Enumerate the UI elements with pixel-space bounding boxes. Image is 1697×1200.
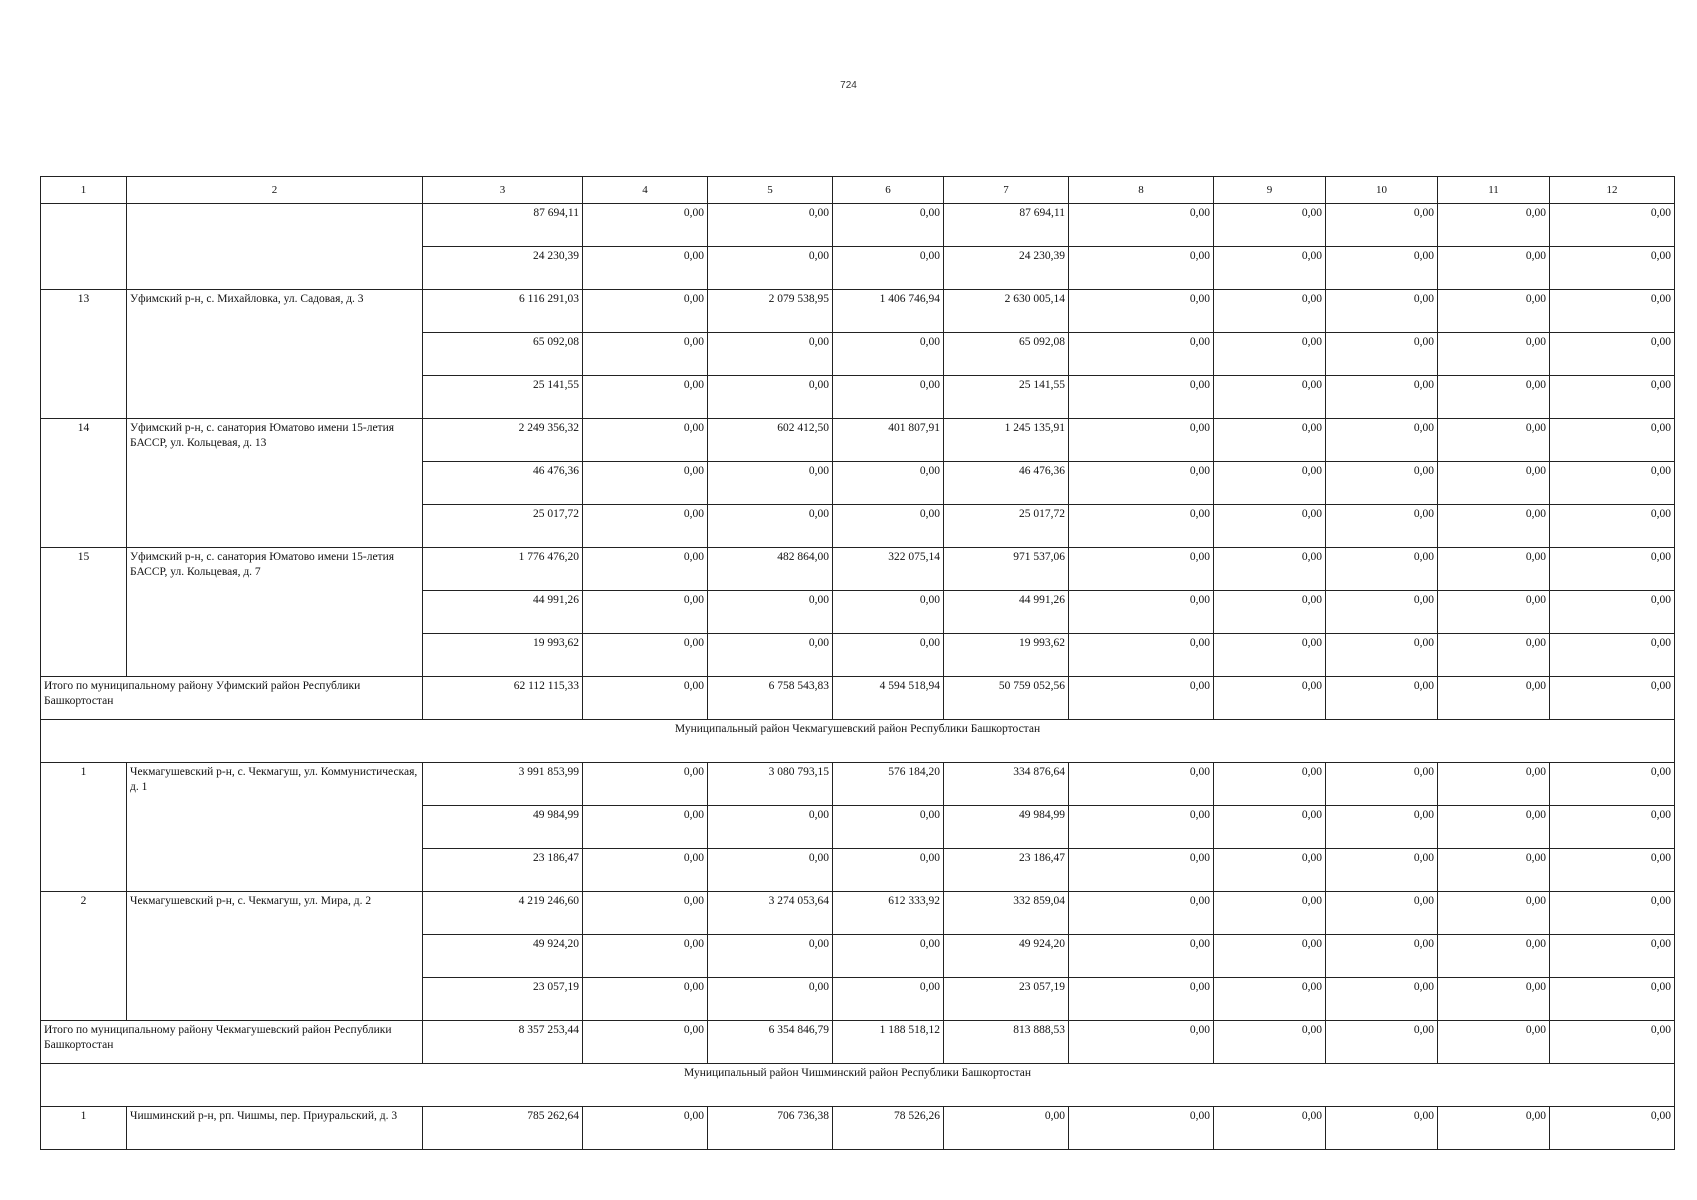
value-cell: 0,00	[833, 247, 944, 290]
table-row	[41, 204, 1675, 247]
value-cell: 6 116 291,03	[423, 290, 583, 333]
value-cell: 0,00	[708, 849, 833, 892]
value-cell: 0,00	[1438, 1107, 1550, 1150]
value-cell: 0,00	[1214, 935, 1326, 978]
value-cell: 0,00	[1326, 591, 1438, 634]
value-cell: 0,00	[1550, 677, 1675, 720]
value-cell: 0,00	[1550, 978, 1675, 1021]
value-cell: 6 354 846,79	[708, 1021, 833, 1064]
value-cell: 971 537,06	[944, 548, 1069, 591]
value-cell: 0,00	[1214, 290, 1326, 333]
value-cell: 0,00	[1214, 806, 1326, 849]
value-cell: 0,00	[1438, 677, 1550, 720]
total-label: Итого по муниципальному району Уфимский район Республики Башкортостан	[41, 677, 423, 720]
value-cell: 0,00	[1069, 849, 1214, 892]
value-cell: 23 186,47	[423, 849, 583, 892]
value-cell: 0,00	[1069, 935, 1214, 978]
value-cell: 0,00	[583, 591, 708, 634]
value-cell: 0,00	[1326, 978, 1438, 1021]
address-cell: Уфимский р-н, с. Михайловка, ул. Садовая, д. 3	[127, 290, 423, 419]
address-cell	[127, 204, 423, 290]
column-header: 10	[1326, 177, 1438, 204]
value-cell: 0,00	[583, 763, 708, 806]
value-cell: 0,00	[708, 935, 833, 978]
value-cell: 0,00	[1550, 591, 1675, 634]
value-cell: 25 017,72	[944, 505, 1069, 548]
value-cell: 0,00	[1214, 376, 1326, 419]
value-cell: 0,00	[583, 806, 708, 849]
value-cell: 0,00	[1438, 892, 1550, 935]
value-cell: 0,00	[708, 634, 833, 677]
value-cell: 0,00	[1550, 634, 1675, 677]
value-cell: 0,00	[583, 376, 708, 419]
value-cell: 0,00	[583, 892, 708, 935]
value-cell: 0,00	[708, 333, 833, 376]
value-cell: 3 274 053,64	[708, 892, 833, 935]
value-cell: 0,00	[1550, 204, 1675, 247]
value-cell: 49 924,20	[423, 935, 583, 978]
value-cell: 0,00	[1550, 419, 1675, 462]
table-row	[41, 1021, 1675, 1064]
value-cell: 0,00	[1069, 1021, 1214, 1064]
value-cell: 0,00	[1438, 247, 1550, 290]
value-cell: 0,00	[1326, 462, 1438, 505]
value-cell: 0,00	[1326, 806, 1438, 849]
section-heading: Муниципальный район Чишминский район Республики Башкортостан	[41, 1064, 1675, 1107]
value-cell: 6 758 543,83	[708, 677, 833, 720]
value-cell: 49 984,99	[423, 806, 583, 849]
value-cell: 0,00	[1214, 462, 1326, 505]
value-cell: 0,00	[583, 1021, 708, 1064]
value-cell: 0,00	[1438, 462, 1550, 505]
value-cell: 0,00	[708, 505, 833, 548]
value-cell: 2 249 356,32	[423, 419, 583, 462]
value-cell: 0,00	[1438, 763, 1550, 806]
value-cell: 0,00	[1438, 935, 1550, 978]
address-cell: Уфимский р-н, с. санатория Юматово имени 15-летия БАССР, ул. Кольцевая, д. 13	[127, 419, 423, 548]
value-cell: 0,00	[583, 634, 708, 677]
value-cell: 46 476,36	[944, 462, 1069, 505]
value-cell: 0,00	[833, 591, 944, 634]
value-cell: 0,00	[1550, 1107, 1675, 1150]
value-cell: 0,00	[1069, 247, 1214, 290]
table-row	[41, 1107, 1675, 1150]
row-number: 2	[41, 892, 127, 1021]
value-cell: 25 141,55	[423, 376, 583, 419]
value-cell: 0,00	[1069, 333, 1214, 376]
value-cell: 0,00	[1214, 1021, 1326, 1064]
value-cell: 322 075,14	[833, 548, 944, 591]
value-cell: 0,00	[833, 333, 944, 376]
value-cell: 0,00	[1069, 591, 1214, 634]
value-cell: 23 057,19	[944, 978, 1069, 1021]
value-cell: 0,00	[1326, 505, 1438, 548]
value-cell: 0,00	[1438, 849, 1550, 892]
value-cell: 87 694,11	[944, 204, 1069, 247]
value-cell: 0,00	[1326, 376, 1438, 419]
table-row	[41, 677, 1675, 720]
row-number	[41, 204, 127, 290]
value-cell: 4 219 246,60	[423, 892, 583, 935]
value-cell: 0,00	[1069, 204, 1214, 247]
value-cell: 0,00	[833, 634, 944, 677]
value-cell: 0,00	[1438, 419, 1550, 462]
value-cell: 0,00	[1326, 892, 1438, 935]
value-cell: 0,00	[583, 290, 708, 333]
value-cell: 1 245 135,91	[944, 419, 1069, 462]
value-cell: 612 333,92	[833, 892, 944, 935]
value-cell: 0,00	[1550, 333, 1675, 376]
value-cell: 0,00	[1214, 548, 1326, 591]
value-cell: 0,00	[1438, 376, 1550, 419]
value-cell: 0,00	[1214, 763, 1326, 806]
value-cell: 0,00	[708, 204, 833, 247]
value-cell: 8 357 253,44	[423, 1021, 583, 1064]
value-cell: 1 188 518,12	[833, 1021, 944, 1064]
value-cell: 46 476,36	[423, 462, 583, 505]
value-cell: 0,00	[1214, 978, 1326, 1021]
table-row	[41, 720, 1675, 763]
value-cell: 0,00	[833, 849, 944, 892]
value-cell: 0,00	[1326, 247, 1438, 290]
value-cell: 50 759 052,56	[944, 677, 1069, 720]
value-cell: 0,00	[1550, 1021, 1675, 1064]
value-cell: 1 406 746,94	[833, 290, 944, 333]
value-cell: 0,00	[1069, 634, 1214, 677]
value-cell: 0,00	[1069, 290, 1214, 333]
value-cell: 0,00	[1069, 505, 1214, 548]
value-cell: 0,00	[1326, 849, 1438, 892]
value-cell: 0,00	[1214, 1107, 1326, 1150]
value-cell: 0,00	[583, 462, 708, 505]
value-cell: 785 262,64	[423, 1107, 583, 1150]
value-cell: 813 888,53	[944, 1021, 1069, 1064]
value-cell: 0,00	[1069, 1107, 1214, 1150]
value-cell: 23 186,47	[944, 849, 1069, 892]
value-cell: 706 736,38	[708, 1107, 833, 1150]
value-cell: 0,00	[583, 333, 708, 376]
value-cell: 0,00	[1326, 548, 1438, 591]
value-cell: 0,00	[833, 806, 944, 849]
column-header: 1	[41, 177, 127, 204]
value-cell: 0,00	[583, 978, 708, 1021]
value-cell: 0,00	[1438, 806, 1550, 849]
value-cell: 0,00	[1326, 763, 1438, 806]
value-cell: 0,00	[833, 935, 944, 978]
value-cell: 0,00	[1069, 978, 1214, 1021]
row-number: 1	[41, 763, 127, 892]
section-heading: Муниципальный район Чекмагушевский район Республики Башкортостан	[41, 720, 1675, 763]
value-cell: 65 092,08	[944, 333, 1069, 376]
row-number: 1	[41, 1107, 127, 1150]
row-number: 14	[41, 419, 127, 548]
value-cell: 0,00	[1550, 806, 1675, 849]
value-cell: 0,00	[833, 978, 944, 1021]
value-cell: 0,00	[833, 462, 944, 505]
value-cell: 0,00	[1069, 806, 1214, 849]
column-header: 7	[944, 177, 1069, 204]
value-cell: 0,00	[1326, 333, 1438, 376]
value-cell: 0,00	[1550, 763, 1675, 806]
total-label: Итого по муниципальному району Чекмагушевский район Республики Башкортостан	[41, 1021, 423, 1064]
value-cell: 44 991,26	[423, 591, 583, 634]
address-cell: Чекмагушевский р-н, с. Чекмагуш, ул. Коммунистическая, д. 1	[127, 763, 423, 892]
value-cell: 0,00	[1326, 1021, 1438, 1064]
value-cell: 0,00	[1214, 204, 1326, 247]
value-cell: 0,00	[1214, 892, 1326, 935]
value-cell: 44 991,26	[944, 591, 1069, 634]
value-cell: 0,00	[583, 204, 708, 247]
table-row	[41, 1064, 1675, 1107]
column-header: 9	[1214, 177, 1326, 204]
value-cell: 0,00	[1326, 419, 1438, 462]
value-cell: 602 412,50	[708, 419, 833, 462]
value-cell: 0,00	[1326, 634, 1438, 677]
value-cell: 332 859,04	[944, 892, 1069, 935]
value-cell: 0,00	[583, 419, 708, 462]
value-cell: 24 230,39	[423, 247, 583, 290]
column-header: 6	[833, 177, 944, 204]
value-cell: 4 594 518,94	[833, 677, 944, 720]
value-cell: 0,00	[1550, 548, 1675, 591]
value-cell: 0,00	[1069, 419, 1214, 462]
value-cell: 0,00	[1438, 978, 1550, 1021]
value-cell: 0,00	[1069, 376, 1214, 419]
value-cell: 78 526,26	[833, 1107, 944, 1150]
value-cell: 1 776 476,20	[423, 548, 583, 591]
value-cell: 0,00	[1326, 935, 1438, 978]
value-cell: 0,00	[583, 247, 708, 290]
value-cell: 334 876,64	[944, 763, 1069, 806]
address-cell: Чишминский р-н, рп. Чишмы, пер. Приуральский, д. 3	[127, 1107, 423, 1150]
value-cell: 0,00	[583, 935, 708, 978]
value-cell: 0,00	[1438, 548, 1550, 591]
column-header: 2	[127, 177, 423, 204]
column-header: 12	[1550, 177, 1675, 204]
table-row	[41, 892, 1675, 935]
value-cell: 0,00	[1326, 677, 1438, 720]
value-cell: 0,00	[1214, 677, 1326, 720]
value-cell: 0,00	[1438, 591, 1550, 634]
value-cell: 23 057,19	[423, 978, 583, 1021]
value-cell: 0,00	[944, 1107, 1069, 1150]
value-cell: 0,00	[833, 204, 944, 247]
value-cell: 25 141,55	[944, 376, 1069, 419]
value-cell: 0,00	[1550, 935, 1675, 978]
value-cell: 19 993,62	[423, 634, 583, 677]
value-cell: 0,00	[708, 247, 833, 290]
value-cell: 0,00	[1069, 462, 1214, 505]
value-cell: 49 924,20	[944, 935, 1069, 978]
value-cell: 0,00	[1326, 204, 1438, 247]
column-header: 4	[583, 177, 708, 204]
row-number: 15	[41, 548, 127, 677]
value-cell: 0,00	[1214, 591, 1326, 634]
table-row	[41, 763, 1675, 806]
value-cell: 0,00	[1214, 247, 1326, 290]
value-cell: 401 807,91	[833, 419, 944, 462]
value-cell: 0,00	[833, 505, 944, 548]
value-cell: 0,00	[1550, 290, 1675, 333]
data-table	[40, 176, 1675, 1150]
table-row	[41, 419, 1675, 462]
column-header: 8	[1069, 177, 1214, 204]
column-header: 11	[1438, 177, 1550, 204]
address-cell: Уфимский р-н, с. санатория Юматово имени 15-летия БАССР, ул. Кольцевая, д. 7	[127, 548, 423, 677]
value-cell: 24 230,39	[944, 247, 1069, 290]
value-cell: 0,00	[1550, 376, 1675, 419]
value-cell: 0,00	[1214, 419, 1326, 462]
value-cell: 0,00	[1550, 849, 1675, 892]
value-cell: 0,00	[833, 376, 944, 419]
value-cell: 0,00	[583, 1107, 708, 1150]
value-cell: 0,00	[1214, 849, 1326, 892]
column-header: 5	[708, 177, 833, 204]
value-cell: 3 080 793,15	[708, 763, 833, 806]
table-header-row	[41, 177, 1675, 204]
value-cell: 87 694,11	[423, 204, 583, 247]
value-cell: 25 017,72	[423, 505, 583, 548]
value-cell: 0,00	[1069, 763, 1214, 806]
value-cell: 0,00	[1214, 505, 1326, 548]
value-cell: 0,00	[1438, 505, 1550, 548]
value-cell: 0,00	[708, 376, 833, 419]
value-cell: 0,00	[583, 505, 708, 548]
row-number: 13	[41, 290, 127, 419]
value-cell: 0,00	[1069, 548, 1214, 591]
value-cell: 0,00	[708, 462, 833, 505]
value-cell: 0,00	[708, 591, 833, 634]
value-cell: 0,00	[1438, 634, 1550, 677]
value-cell: 576 184,20	[833, 763, 944, 806]
value-cell: 3 991 853,99	[423, 763, 583, 806]
value-cell: 0,00	[708, 806, 833, 849]
value-cell: 2 079 538,95	[708, 290, 833, 333]
value-cell: 0,00	[1214, 333, 1326, 376]
value-cell: 0,00	[1438, 1021, 1550, 1064]
value-cell: 2 630 005,14	[944, 290, 1069, 333]
value-cell: 0,00	[583, 548, 708, 591]
value-cell: 0,00	[583, 849, 708, 892]
value-cell: 0,00	[1550, 462, 1675, 505]
value-cell: 65 092,08	[423, 333, 583, 376]
address-cell: Чекмагушевский р-н, с. Чекмагуш, ул. Мира, д. 2	[127, 892, 423, 1021]
value-cell: 49 984,99	[944, 806, 1069, 849]
value-cell: 0,00	[583, 677, 708, 720]
value-cell: 482 864,00	[708, 548, 833, 591]
value-cell: 0,00	[1326, 290, 1438, 333]
value-cell: 0,00	[1438, 290, 1550, 333]
value-cell: 0,00	[1214, 634, 1326, 677]
value-cell: 0,00	[1069, 892, 1214, 935]
value-cell: 62 112 115,33	[423, 677, 583, 720]
column-header: 3	[423, 177, 583, 204]
table-row	[41, 548, 1675, 591]
value-cell: 0,00	[1550, 892, 1675, 935]
value-cell: 0,00	[708, 978, 833, 1021]
value-cell: 0,00	[1326, 1107, 1438, 1150]
table-row	[41, 290, 1675, 333]
value-cell: 0,00	[1438, 204, 1550, 247]
page-number: 724	[840, 80, 857, 91]
value-cell: 19 993,62	[944, 634, 1069, 677]
value-cell: 0,00	[1550, 247, 1675, 290]
value-cell: 0,00	[1438, 333, 1550, 376]
value-cell: 0,00	[1069, 677, 1214, 720]
value-cell: 0,00	[1550, 505, 1675, 548]
